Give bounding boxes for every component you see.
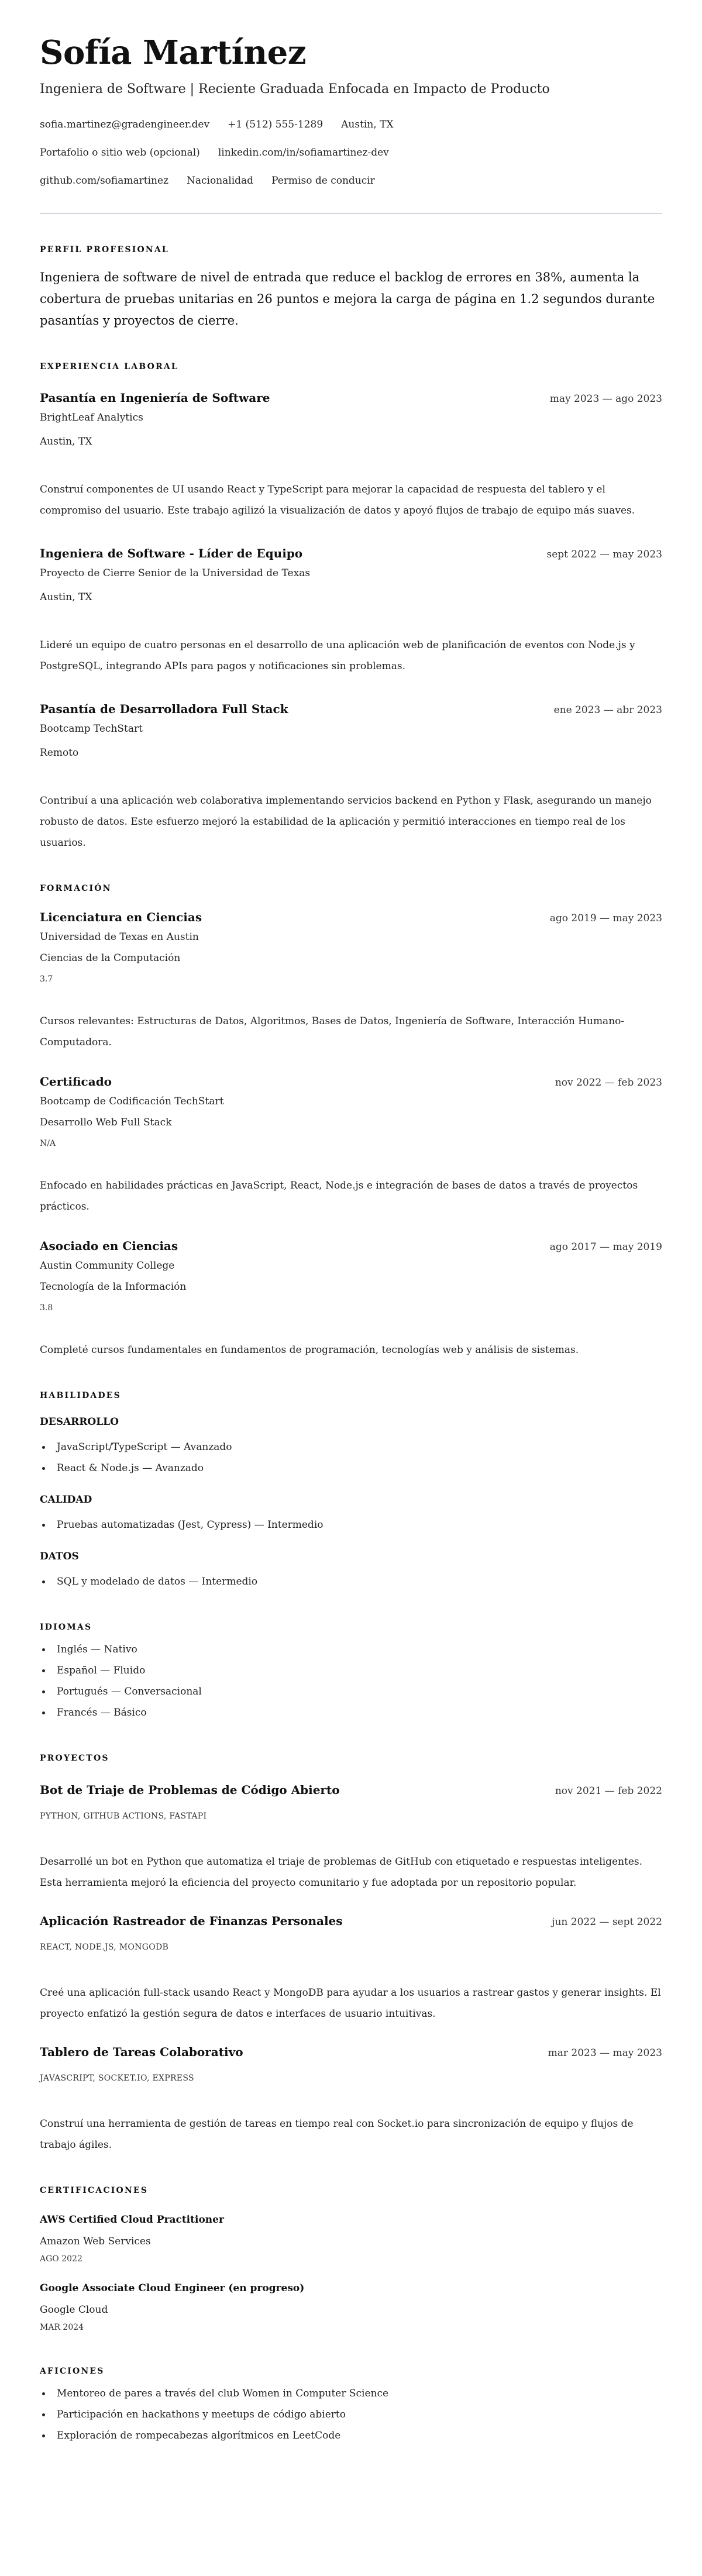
field-of-study: Tecnología de la Información: [40, 1281, 187, 1293]
entry-header: [40, 2044, 662, 2061]
section-title: EXPERIENCIA LABORAL: [40, 362, 178, 371]
entry-header: [40, 545, 662, 563]
education-entry: [40, 909, 662, 1053]
entry-header: [40, 1782, 662, 1799]
date-range: ago 2019 — may 2023: [549, 912, 662, 924]
education-entry: [40, 1238, 662, 1361]
contact-row: [40, 116, 662, 133]
date-range: may 2023 — ago 2023: [549, 393, 662, 405]
experience-section: [40, 361, 662, 853]
experience-entry: [40, 701, 662, 853]
hobbies-section: [40, 2365, 662, 2446]
section-title: PERFIL PROFESIONAL: [40, 245, 169, 254]
tech-stack: PYTHON, GITHUB ACTIONS, FASTAPI: [40, 1812, 207, 1821]
date-range: ago 2017 — may 2019: [549, 1241, 662, 1253]
skill-group-title: CALIDAD: [40, 1494, 92, 1506]
entry-header: [40, 1238, 662, 1255]
description: Cursos relevantes: Estructuras de Datos, Algoritmos, Bases de Datos, Ingeniería de Software, Interacción Humano-Computadora.: [40, 1015, 625, 1048]
skill-list: [40, 1514, 662, 1535]
degree: Asociado en Ciencias: [40, 1239, 178, 1253]
resume-header: [40, 34, 662, 190]
project-title: Bot de Triaje de Problemas de Código Abierto: [40, 1783, 340, 1797]
section-title: CERTIFICACIONES: [40, 2186, 149, 2195]
project-entry: [40, 2044, 662, 2155]
job-title: Ingeniera de Software - Líder de Equipo: [40, 546, 303, 560]
skill-list: [40, 1437, 662, 1479]
certifications-section: [40, 2185, 662, 2336]
organization: BrightLeaf Analytics: [40, 412, 143, 423]
entry-header: [40, 1073, 662, 1091]
contact-item: Portafolio o sitio web (opcional): [40, 147, 200, 159]
description: Construí componentes de UI usando React y TypeScript para mejorar la capacidad de respuesta del tablero y el compromiso del usuario. Este trabajo agilizó la visualización de datos y apoyó flujos de trabajo de equipo más suaves.: [40, 484, 635, 516]
hobbies-list: [40, 2383, 662, 2446]
tech-stack: REACT, NODE.JS, MONGODB: [40, 1943, 169, 1952]
list-item: Francés — Básico: [40, 1702, 662, 1723]
certification-date: MAR 2024: [40, 2323, 84, 2332]
contact-item: Nacionalidad: [187, 175, 254, 187]
school: Austin Community College: [40, 1260, 175, 1272]
date-range: ene 2023 — abr 2023: [553, 704, 662, 716]
entry-header: [40, 390, 662, 407]
contact-link[interactable]: sofia.martinez@gradengineer.dev: [40, 119, 210, 130]
education-entry: [40, 1073, 662, 1217]
skill-group-title: DESARROLLO: [40, 1416, 119, 1428]
experience-entry: [40, 545, 662, 677]
contact-info: [40, 116, 662, 190]
date-range: jun 2022 — sept 2022: [552, 1916, 662, 1928]
contact-item: Permiso de conducir: [271, 175, 375, 187]
project-entry: [40, 1782, 662, 1893]
projects-section: [40, 1752, 662, 2155]
list-item: Participación en hackathons y meetups de código abierto: [40, 2404, 662, 2425]
summary-text: Ingeniera de software de nivel de entrada que reduce el backlog de errores en 38%, aumenta la cobertura de pruebas unitarias en 26 puntos e mejora la carga de página en 1.2 segundos durante pasantías y proyectos de cierre.: [40, 270, 655, 328]
languages-section: [40, 1621, 662, 1723]
list-item: Inglés — Nativo: [40, 1639, 662, 1660]
skill-list: [40, 1571, 662, 1592]
contact-item: +1 (512) 555-1289: [228, 119, 324, 130]
entry-header: [40, 909, 662, 927]
list-item: Portugués — Conversacional: [40, 1681, 662, 1702]
contact-item: Austin, TX: [341, 119, 394, 130]
description: Construí una herramienta de gestión de tareas en tiempo real con Socket.io para sincronización de equipo y flujos de trabajo ágiles.: [40, 2118, 634, 2151]
gpa: 3.7: [40, 974, 53, 984]
header-divider: [40, 213, 662, 214]
school: Universidad de Texas en Austin: [40, 931, 199, 943]
field-of-study: Desarrollo Web Full Stack: [40, 1117, 172, 1128]
contact-link[interactable]: github.com/sofiamartinez: [40, 175, 168, 187]
issuer: Amazon Web Services: [40, 2236, 151, 2247]
contact-row: [40, 172, 662, 190]
list-item: React & Node.js — Avanzado: [40, 1458, 662, 1479]
list-item: Mentoreo de pares a través del club Women in Computer Science: [40, 2383, 662, 2404]
organization: Proyecto de Cierre Senior de la Universidad de Texas: [40, 567, 311, 579]
degree: Licenciatura en Ciencias: [40, 910, 202, 924]
section-title: AFICIONES: [40, 2367, 105, 2376]
list-item: JavaScript/TypeScript — Avanzado: [40, 1437, 662, 1458]
summary-section: [40, 244, 662, 332]
location: Remoto: [40, 747, 79, 759]
section-title: FORMACIÓN: [40, 884, 112, 893]
job-title: Pasantía en Ingeniería de Software: [40, 391, 270, 405]
skill-group-title: DATOS: [40, 1551, 79, 1562]
description: Creé una aplicación full-stack usando React y MongoDB para ayudar a los usuarios a rastrear gastos y generar insights. El proyecto enfatizó la gestión segura de datos e interfaces de usuario intuitivas.: [40, 1987, 661, 2020]
location: Austin, TX: [40, 591, 92, 603]
degree: Certificado: [40, 1075, 112, 1089]
description: Completé cursos fundamentales en fundamentos de programación, tecnologías web y análisis de sistemas.: [40, 1344, 579, 1356]
headline: Ingeniera de Software | Reciente Graduada Enfocada en Impacto de Producto: [40, 82, 550, 97]
organization: Bootcamp TechStart: [40, 723, 143, 735]
contact-link[interactable]: linkedin.com/in/sofiamartinez-dev: [218, 147, 389, 159]
project-entry: [40, 1913, 662, 2024]
contact-row: [40, 144, 662, 161]
list-item: SQL y modelado de datos — Intermedio: [40, 1571, 662, 1592]
date-range: nov 2022 — feb 2023: [555, 1077, 662, 1089]
location: Austin, TX: [40, 436, 92, 447]
date-range: nov 2021 — feb 2022: [555, 1785, 662, 1797]
candidate-name: Sofía Martínez: [40, 33, 306, 72]
description: Enfocado en habilidades prácticas en JavaScript, React, Node.js e integración de bases de datos a través de proyectos prácticos.: [40, 1180, 638, 1213]
tech-stack: JAVASCRIPT, SOCKET.IO, EXPRESS: [40, 2074, 194, 2083]
entry-header: [40, 701, 662, 718]
certification-name: Google Associate Cloud Engineer (en progreso): [40, 2282, 305, 2294]
description: Desarrollé un bot en Python que automatiza el triaje de problemas de GitHub con etiquetado e respuestas inteligentes. Esta herramienta mejoró la eficiencia del proyecto comunitario y fue adoptada por un repositorio popular.: [40, 1856, 643, 1889]
list-item: Español — Fluido: [40, 1660, 662, 1681]
school: Bootcamp de Codificación TechStart: [40, 1096, 224, 1107]
certification-name: AWS Certified Cloud Practitioner: [40, 2214, 224, 2226]
certification-entry: [40, 2211, 662, 2268]
languages-list: [40, 1639, 662, 1723]
job-title: Pasantía de Desarrolladora Full Stack: [40, 702, 288, 716]
description: Lideré un equipo de cuatro personas en el desarrollo de una aplicación web de planificación de eventos con Node.js y PostgreSQL, integrando APIs para pagos y notificaciones sin problemas.: [40, 639, 635, 672]
field-of-study: Ciencias de la Computación: [40, 952, 181, 964]
date-range: mar 2023 — may 2023: [548, 2047, 662, 2059]
certification-entry: [40, 2279, 662, 2336]
list-item: Exploración de rompecabezas algorítmicos en LeetCode: [40, 2425, 662, 2446]
certification-date: AGO 2022: [40, 2254, 82, 2264]
project-title: Tablero de Tareas Colaborativo: [40, 2045, 243, 2059]
section-title: HABILIDADES: [40, 1391, 121, 1400]
list-item: Pruebas automatizadas (Jest, Cypress) — Intermedio: [40, 1514, 662, 1535]
section-title: IDIOMAS: [40, 1623, 92, 1632]
section-title: PROYECTOS: [40, 1754, 109, 1763]
gpa: N/A: [40, 1139, 56, 1148]
experience-entry: [40, 390, 662, 521]
gpa: 3.8: [40, 1303, 53, 1313]
date-range: sept 2022 — may 2023: [546, 549, 662, 560]
entry-header: [40, 1913, 662, 1930]
description: Contribuí a una aplicación web colaborativa implementando servicios backend en Python y Flask, asegurando un manejo robusto de datos. Este esfuerzo mejoró la estabilidad de la aplicación y permitió interacciones en tiempo real de los usuarios.: [40, 795, 652, 849]
project-title: Aplicación Rastreador de Finanzas Personales: [40, 1914, 343, 1928]
education-section: [40, 883, 662, 1361]
issuer: Google Cloud: [40, 2304, 108, 2316]
skills-section: [40, 1390, 662, 1592]
